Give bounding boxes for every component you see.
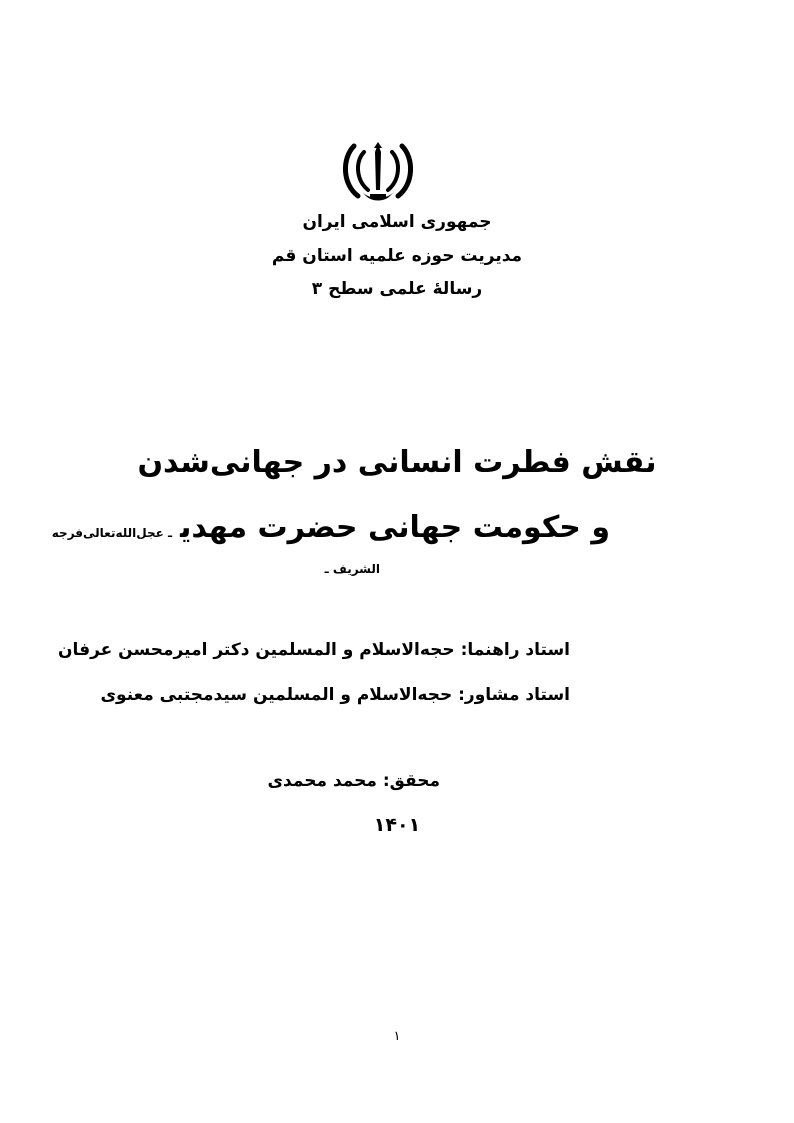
consultant-line: استاد مشاور: حجه‌الاسلام و المسلمین سیدمجتبی معنوی — [100, 685, 570, 705]
title-line-2-main: و حکومت جهانی حضرت مهدی — [180, 510, 610, 545]
organization-name: مدیریت حوزه علمیه استان قم — [271, 246, 523, 266]
page-number: ۱ — [393, 1029, 401, 1044]
country-name: جمهوری اسلامی ایران — [302, 212, 492, 232]
year: ۱۴۰۱ — [373, 814, 421, 836]
title-line-1: نقش فطرت انسانی در جهانی‌شدن — [137, 445, 657, 480]
title-line-3: الشریف ـ — [324, 562, 380, 576]
title-line-2 — [51, 510, 610, 545]
supervisor-line: استاد راهنما: حجه‌الاسلام و المسلمین دکتر امیرمحسن عرفان — [58, 640, 570, 660]
thesis-level: رسالۀ علمی سطح ۳ — [311, 279, 483, 299]
iran-emblem-icon — [340, 140, 416, 204]
researcher-line: محقق: محمد محمدی — [267, 771, 440, 791]
title-line-2-suffix: ـ عجل‌الله‌تعالی‌فرجه‌ — [51, 526, 173, 540]
